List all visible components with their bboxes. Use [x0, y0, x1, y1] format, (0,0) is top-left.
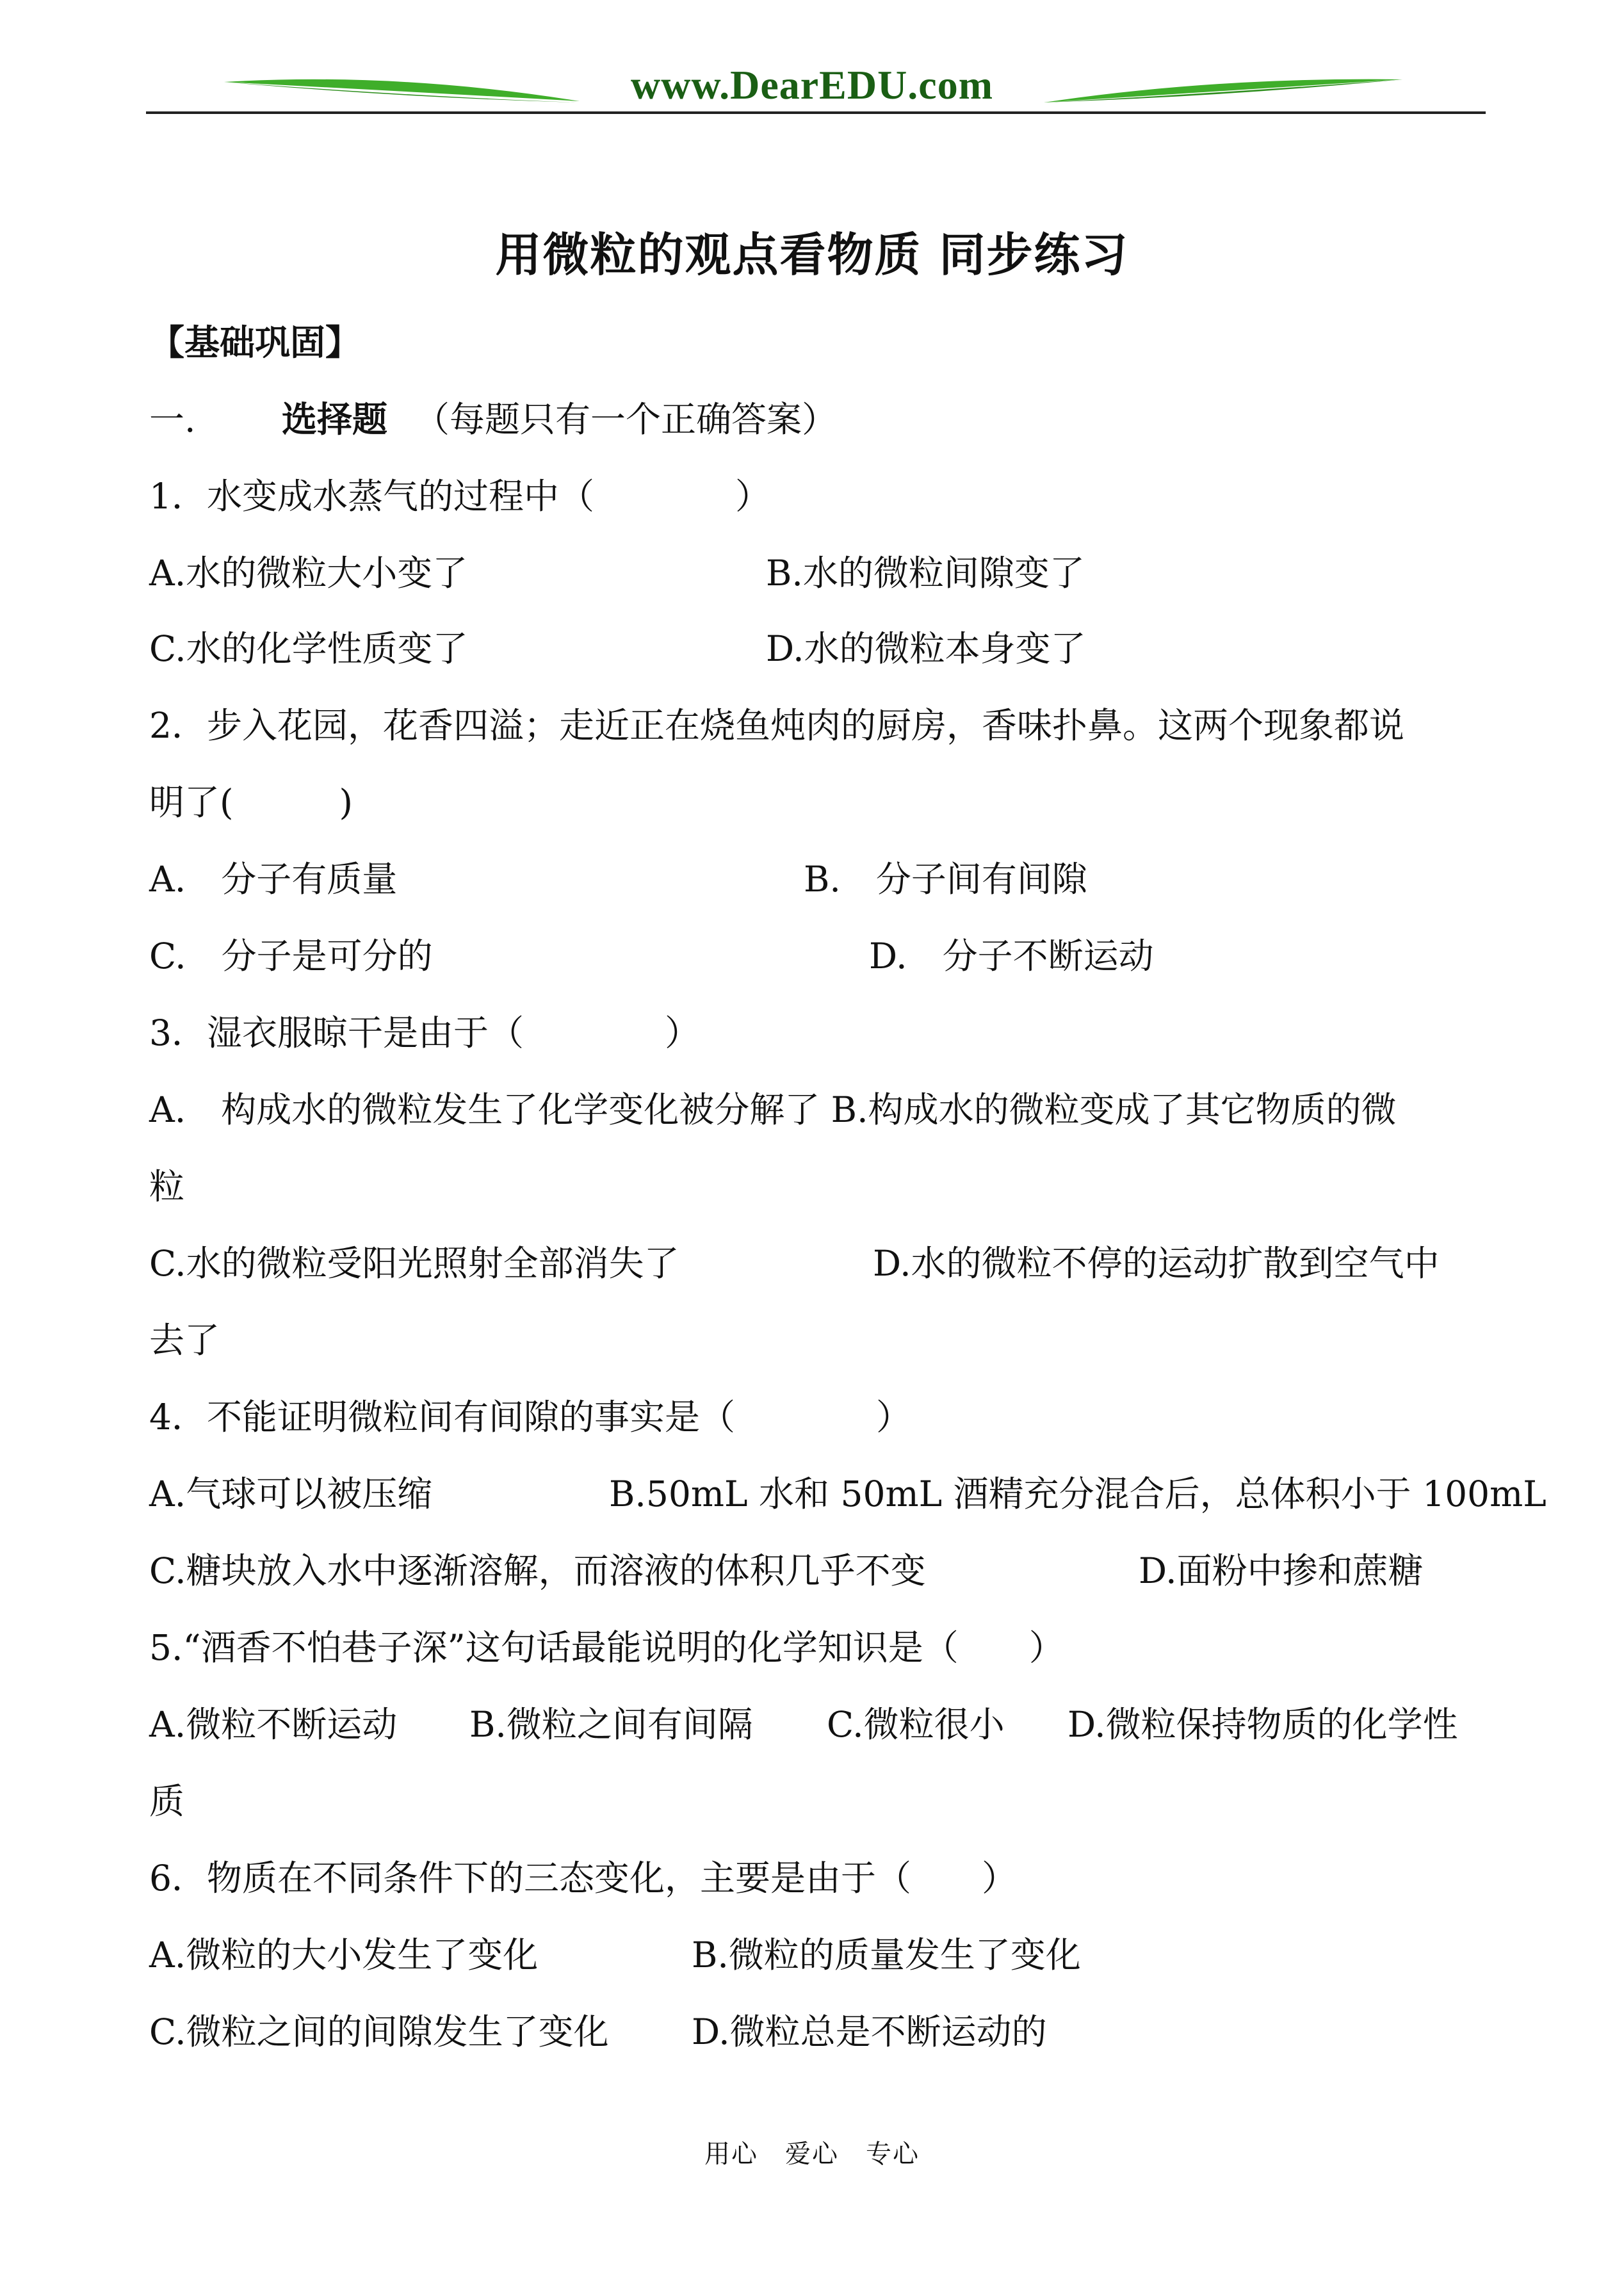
q1-option-a: A.水的微粒大小变了 — [149, 553, 468, 594]
part-note: （每题只有一个正确答案） — [414, 399, 838, 440]
q6-option-b: B.微粒的质量发生了变化 — [692, 1934, 1081, 1975]
part-name: 选择题 — [282, 398, 388, 440]
section-heading: 【基础巩固】 — [149, 321, 361, 363]
page-header — [0, 0, 1624, 128]
q1-options-2 — [149, 626, 1086, 671]
q1-option-b: B.水的微粒间隙变了 — [766, 553, 1085, 594]
q2-option-d: D. 分子不断运动 — [869, 936, 1154, 977]
q5-option-b: B.微粒之间有间隔 — [469, 1704, 753, 1745]
site-logo-text: www.DearEDU.com — [631, 62, 993, 108]
q6-option-a: A.微粒的大小发生了变化 — [149, 1934, 539, 1975]
q4-options — [149, 1472, 1547, 1516]
q2-stem-cont: 明了( ) — [149, 782, 353, 823]
q6-option-d: D.微粒总是不断运动的 — [692, 2011, 1047, 2052]
q3-option-d-cont: 去了 — [149, 1320, 220, 1361]
q4-option-a: A.气球可以被压缩 — [149, 1473, 433, 1514]
q2-option-c: C. 分子是可分的 — [149, 936, 433, 977]
q4-options-2 — [149, 1548, 1424, 1593]
q1-options — [149, 551, 1085, 596]
q4-option-d: D.面粉中掺和蔗糖 — [1139, 1550, 1424, 1591]
q4-option-b: B.50mL 水和 50mL 酒精充分混合后，总体积小于 100mL — [609, 1473, 1547, 1514]
q3-option-c: C.水的微粒受阳光照射全部消失了 — [149, 1243, 679, 1284]
q2-option-a: A. 分子有质量 — [149, 859, 398, 900]
q1-option-d: D.水的微粒本身变了 — [766, 628, 1086, 669]
page-title: 用微粒的观点看物质 同步练习 — [495, 227, 1129, 282]
q1-option-c: C.水的化学性质变了 — [149, 628, 468, 669]
q2-options-2 — [149, 934, 1154, 978]
part-heading — [149, 397, 838, 442]
q5-options — [149, 1702, 1458, 1747]
q3-options-ab: A. 构成水的微粒发生了化学变化被分解了 B.构成水的微粒变成了其它物质的微 — [149, 1089, 1397, 1130]
q3-options-cd — [149, 1241, 1440, 1286]
page-footer: 用心 爱心 专心 — [704, 2139, 920, 2169]
q6-options-2 — [149, 2009, 1047, 2054]
q5-option-c: C.微粒很小 — [827, 1704, 1005, 1745]
q3-options-ab-cont: 粒 — [149, 1166, 185, 1207]
q3-option-d: D.水的微粒不停的运动扩散到空气中 — [873, 1243, 1440, 1284]
q3-stem: 3．湿衣服晾干是由于（ ） — [149, 1012, 700, 1053]
q5-option-a: A.微粒不断运动 — [149, 1704, 398, 1745]
part-number: 一. — [149, 399, 196, 440]
q5-option-d-cont: 质 — [149, 1781, 185, 1822]
q5-option-d: D.微粒保持物质的化学性 — [1068, 1704, 1458, 1745]
q4-stem: 4．不能证明微粒间有间隙的事实是（ ） — [149, 1397, 911, 1438]
q2-options — [149, 857, 1087, 902]
q2-option-b: B. 分子间有间隙 — [804, 859, 1087, 900]
q1-stem: 1．水变成水蒸气的过程中（ ） — [149, 476, 770, 517]
q4-option-c: C.糖块放入水中逐渐溶解，而溶液的体积几乎不变 — [149, 1550, 926, 1591]
q2-stem: 2．步入花园，花香四溢；走近正在烧鱼炖肉的厨房，香味扑鼻。这两个现象都说 — [149, 705, 1404, 746]
q6-option-c: C.微粒之间的间隙发生了变化 — [149, 2011, 609, 2052]
q5-stem: 5.“酒香不怕巷子深”这句话最能说明的化学知识是（ ） — [149, 1627, 1064, 1668]
q6-options — [149, 1933, 1081, 1977]
q6-stem: 6．物质在不同条件下的三态变化，主要是由于（ ） — [149, 1858, 1017, 1899]
